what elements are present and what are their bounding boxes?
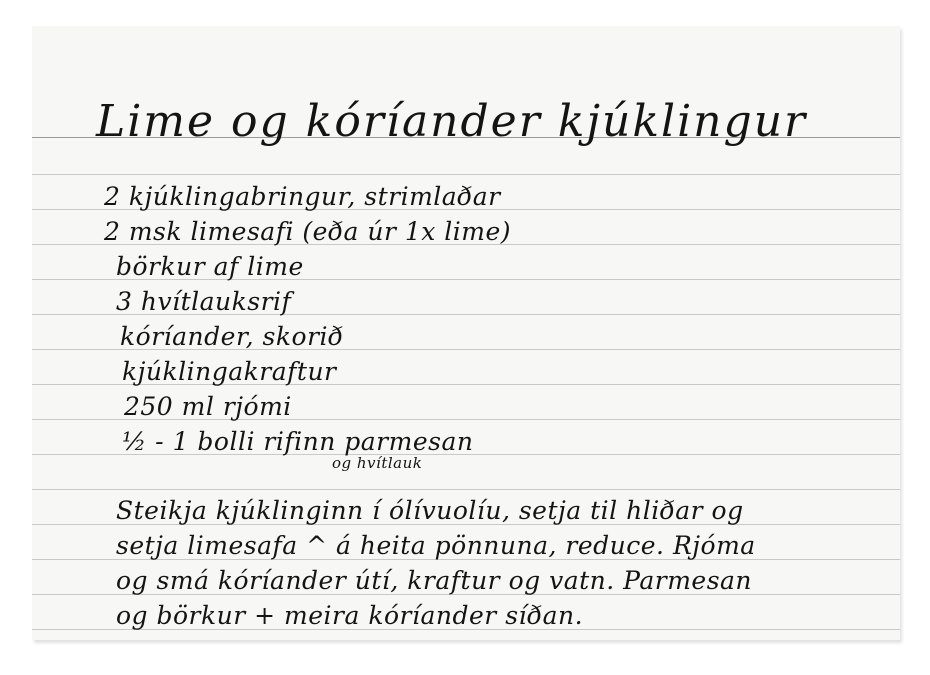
ingredient-line: 2 kjúklingabringur, strimlaðar bbox=[104, 182, 501, 211]
recipe-title: Lime og kóríander kjúklingur bbox=[96, 96, 808, 147]
instruction-line: Steikja kjúklinginn í ólívuolíu, setja til hliðar og bbox=[116, 496, 744, 525]
ruled-line bbox=[32, 489, 900, 490]
instruction-line: og smá kóríander útí, kraftur og vatn. Parmesan bbox=[116, 566, 753, 595]
instruction-line: setja limesafa ^ á heita pönnuna, reduce. Rjóma bbox=[116, 531, 756, 560]
instruction-line: og börkur + meira kóríander síðan. bbox=[116, 601, 584, 630]
ingredient-line: kjúklingakraftur bbox=[122, 357, 337, 386]
ingredient-line: 250 ml rjómi bbox=[124, 392, 292, 421]
ingredient-line: ½ - 1 bolli rifinn parmesan bbox=[122, 427, 474, 456]
ingredient-line: kóríander, skorið bbox=[120, 322, 344, 351]
ingredient-line: 3 hvítlauksrif bbox=[116, 287, 292, 316]
ingredient-line: börkur af lime bbox=[116, 252, 304, 281]
recipe-card bbox=[32, 26, 900, 640]
insertion-note: og hvítlauk bbox=[332, 454, 423, 472]
ruled-line bbox=[32, 174, 900, 175]
ingredient-line: 2 msk limesafi (eða úr 1x lime) bbox=[104, 217, 512, 246]
